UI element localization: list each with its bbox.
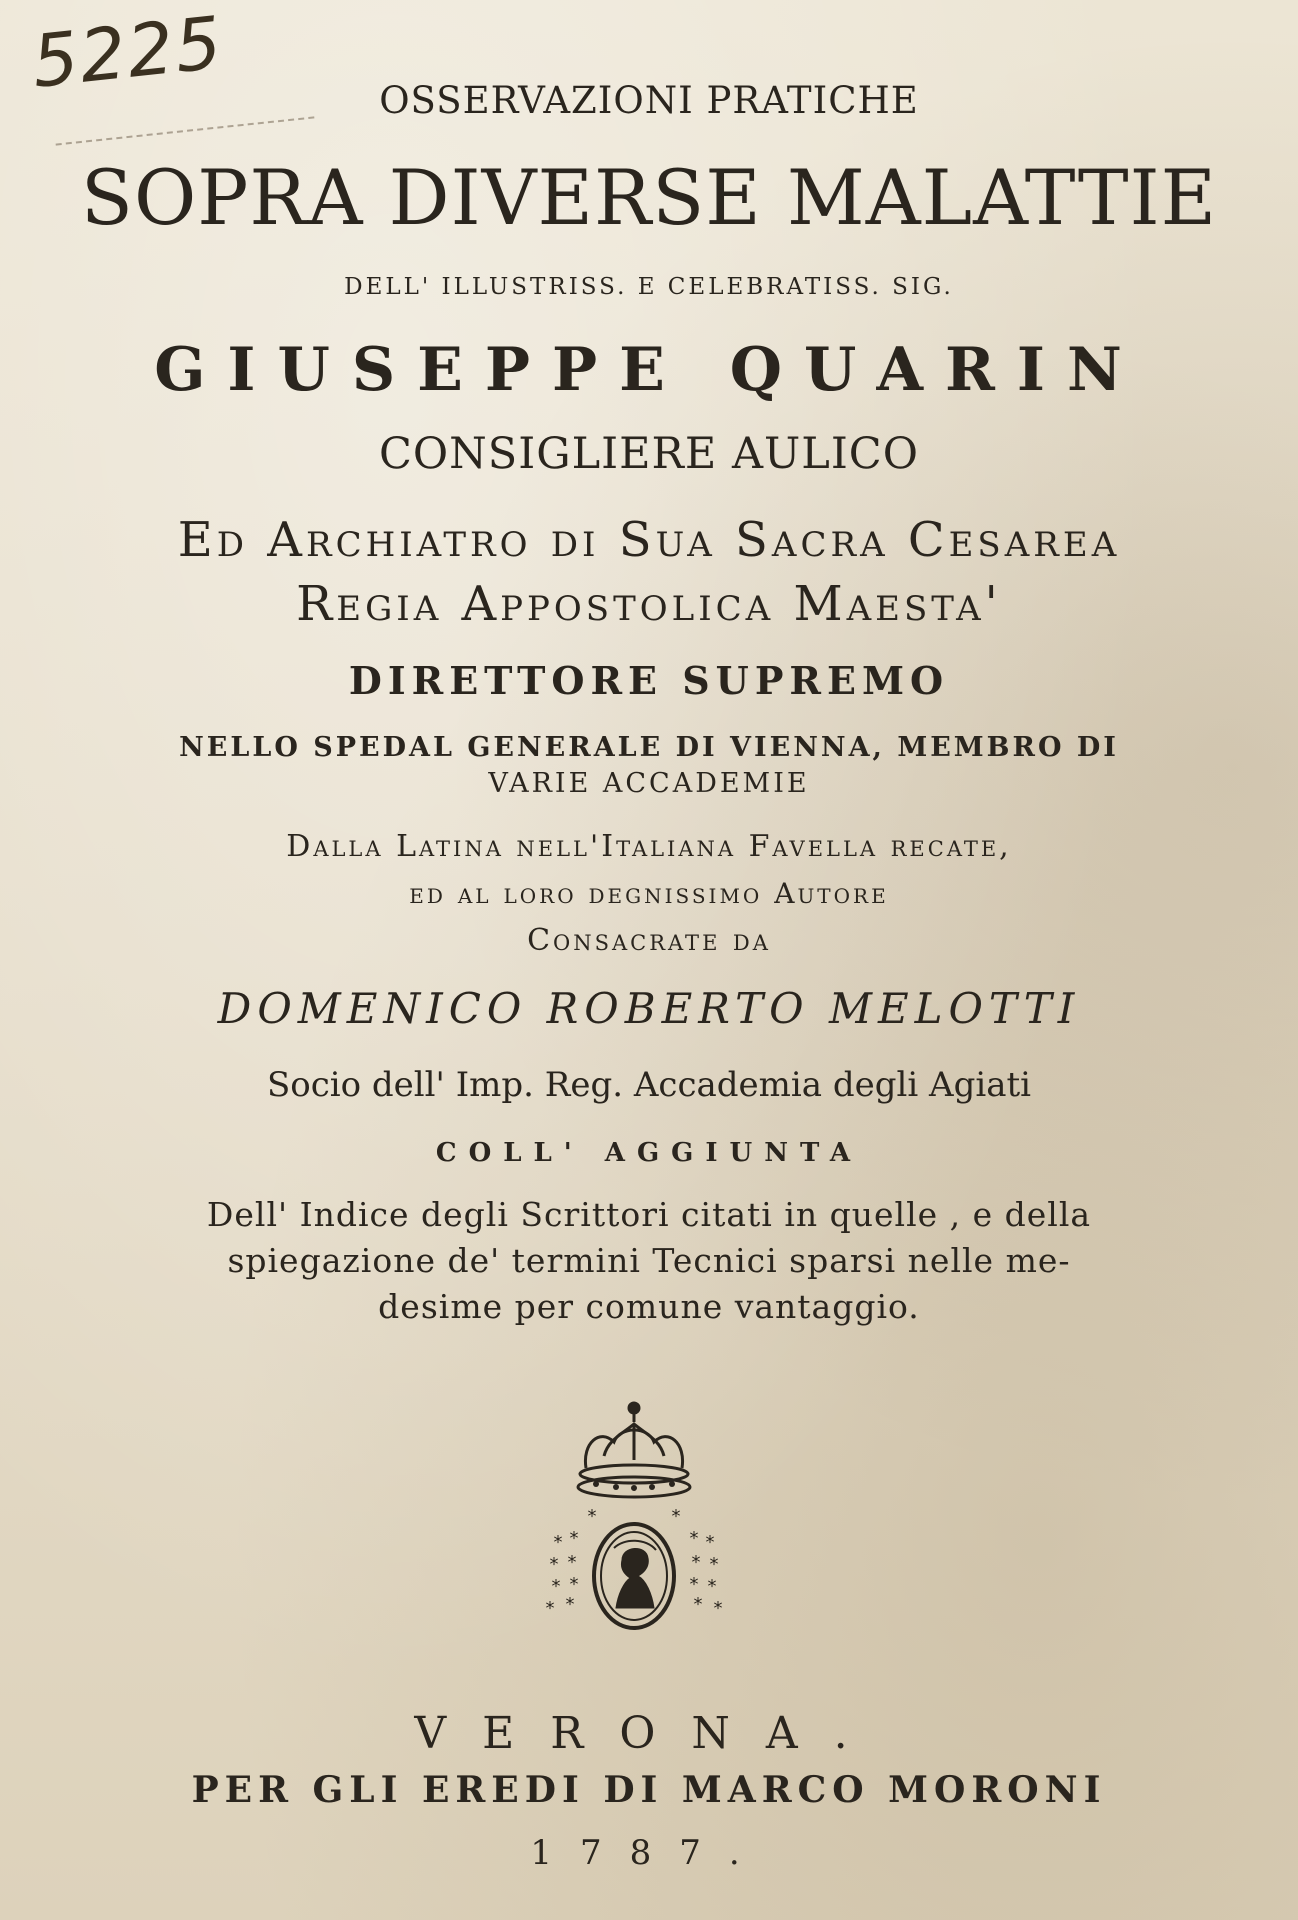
addendum-line-1: Dell' Indice degli Scrittori citati in quelle , e della xyxy=(206,1195,1092,1234)
imprint-publisher: PER GLI EREDI DI MARCO MORONI xyxy=(191,1769,1107,1811)
svg-text:*: * xyxy=(713,1598,723,1619)
svg-text:*: * xyxy=(671,1506,681,1527)
crowned-portrait-medallion-icon xyxy=(534,1398,734,1638)
addendum-line-2: spiegazione de' termini Tecnici sparsi nelle me- xyxy=(227,1241,1071,1280)
imprint-city: VERONA. xyxy=(414,1708,884,1759)
author-honorific: DELL' ILLUSTRISS. E CELEBRATISS. SIG. xyxy=(344,274,954,300)
svg-text:*: * xyxy=(545,1598,555,1619)
author-role-3: Regia Appostolica Maesta' xyxy=(296,576,1002,632)
svg-text:*: * xyxy=(567,1552,577,1573)
author-role-5: NELLO SPEDAL GENERALE DI VIENNA, MEMBRO DI xyxy=(179,732,1119,763)
svg-text:*: * xyxy=(691,1552,701,1573)
title-line-2: SOPRA DIVERSE MALATTIE xyxy=(80,153,1218,242)
translation-line-3: Consacrate da xyxy=(527,923,771,958)
svg-text:*: * xyxy=(565,1594,575,1615)
svg-text:*: * xyxy=(569,1528,579,1549)
addendum-heading: COLL' AGGIUNTA xyxy=(435,1138,863,1168)
translator-affiliation: Socio dell' Imp. Reg. Accademia degli Agiati xyxy=(266,1065,1032,1105)
author-name: GIUSEPPE QUARIN xyxy=(154,335,1144,405)
inventory-number: 5225 xyxy=(28,0,228,104)
svg-text:*: * xyxy=(549,1554,559,1575)
svg-text:*: * xyxy=(587,1506,597,1527)
title-line-1: OSSERVAZIONI PRATICHE xyxy=(379,79,919,122)
translation-line-1: Dalla Latina nell'Italiana Favella recate, xyxy=(286,829,1012,864)
translation-line-2: ed al loro degnissimo Autore xyxy=(409,877,889,910)
svg-text:*: * xyxy=(569,1574,579,1595)
svg-text:*: * xyxy=(707,1576,717,1597)
author-role-4: DIRETTORE SUPREMO xyxy=(348,658,950,703)
author-role-1: CONSIGLIERE AULICO xyxy=(379,429,919,479)
pencil-stroke xyxy=(56,116,315,145)
addendum-line-3: desime per comune vantaggio. xyxy=(378,1287,920,1326)
author-role-2: Ed Archiatro di Sua Sacra Cesarea xyxy=(177,512,1121,568)
svg-text:*: * xyxy=(705,1532,715,1553)
svg-text:*: * xyxy=(553,1532,563,1553)
author-role-6: VARIE ACCADEMIE xyxy=(488,768,810,799)
translator-name: DOMENICO ROBERTO MELOTTI xyxy=(217,984,1081,1033)
svg-text:*: * xyxy=(689,1574,699,1595)
svg-text:*: * xyxy=(693,1594,703,1615)
imprint-year: 1787. xyxy=(530,1833,768,1873)
svg-text:*: * xyxy=(709,1554,719,1575)
svg-text:*: * xyxy=(551,1576,561,1597)
svg-text:*: * xyxy=(689,1528,699,1549)
